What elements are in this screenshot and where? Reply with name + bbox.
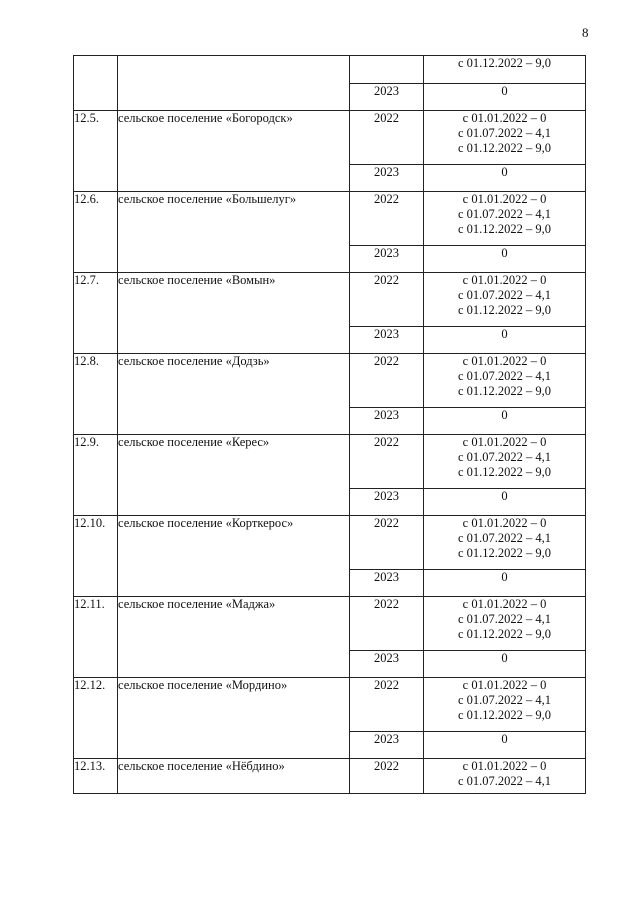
row-number-cell: 12.8.: [74, 354, 118, 435]
year-cell: 2023: [350, 246, 424, 273]
value-line: с 01.12.2022 – 9,0: [457, 384, 552, 398]
value-cell: [424, 759, 586, 794]
table-row: [74, 597, 586, 651]
value-line: с 01.12.2022 – 9,0: [457, 303, 552, 317]
settlement-name-cell: сельское поселение «Богородск»: [118, 111, 350, 192]
value-line: с 01.01.2022 – 0: [462, 111, 547, 125]
value-line: с 01.07.2022 – 4,1: [457, 207, 552, 221]
value-line: с 01.07.2022 – 4,1: [457, 126, 552, 140]
row-number-cell: 12.12.: [74, 678, 118, 759]
table-row: [74, 516, 586, 570]
row-number-cell: [74, 56, 118, 111]
settlement-name-cell: сельское поселение «Мордино»: [118, 678, 350, 759]
row-number-cell: 12.11.: [74, 597, 118, 678]
value-cell: [424, 111, 586, 165]
row-number-cell: 12.7.: [74, 273, 118, 354]
value-line: с 01.07.2022 – 4,1: [457, 369, 552, 383]
value-cell: 0: [424, 327, 586, 354]
settlement-name-cell: сельское поселение «Нёбдино»: [118, 759, 350, 794]
value-line: с 01.07.2022 – 4,1: [457, 693, 552, 707]
value-line: с 01.01.2022 – 0: [462, 597, 547, 611]
value-line: с 01.12.2022 – 9,0: [457, 627, 552, 641]
year-cell: 2023: [350, 408, 424, 435]
value-cell: 0: [424, 651, 586, 678]
value-line: с 01.07.2022 – 4,1: [457, 774, 552, 788]
settlement-name-cell: сельское поселение «Керес»: [118, 435, 350, 516]
table-row: [74, 354, 586, 408]
value-cell: 0: [424, 489, 586, 516]
row-number-cell: 12.10.: [74, 516, 118, 597]
value-line: с 01.01.2022 – 0: [462, 273, 547, 287]
settlement-name-cell: сельское поселение «Маджа»: [118, 597, 350, 678]
value-line: с 01.07.2022 – 4,1: [457, 612, 552, 626]
year-cell: 2022: [350, 111, 424, 165]
table-row: [74, 273, 586, 327]
value-cell: 0: [424, 246, 586, 273]
value-cell: [424, 597, 586, 651]
value-line: с 01.07.2022 – 4,1: [457, 288, 552, 302]
year-cell: 2022: [350, 192, 424, 246]
value-cell: [424, 516, 586, 570]
table-row: [74, 759, 586, 794]
value-cell: 0: [424, 408, 586, 435]
value-line: с 01.07.2022 – 4,1: [457, 531, 552, 545]
value-line: с 01.01.2022 – 0: [462, 678, 547, 692]
year-cell: 2023: [350, 165, 424, 192]
year-cell: [350, 56, 424, 84]
year-cell: 2022: [350, 597, 424, 651]
value-line: с 01.12.2022 – 9,0: [457, 708, 552, 722]
settlement-name-cell: [118, 56, 350, 111]
value-cell: [424, 678, 586, 732]
value-line: с 01.01.2022 – 0: [462, 516, 547, 530]
tariff-table: [73, 55, 586, 794]
value-line: с 01.01.2022 – 0: [462, 759, 547, 773]
value-line: с 01.07.2022 – 4,1: [457, 450, 552, 464]
settlement-name-cell: сельское поселение «Большелуг»: [118, 192, 350, 273]
table-row: [74, 111, 586, 165]
year-cell: 2022: [350, 678, 424, 732]
value-line: с 01.12.2022 – 9,0: [457, 141, 552, 155]
year-cell: 2023: [350, 651, 424, 678]
value-line: 0: [501, 84, 508, 98]
value-cell: 0: [424, 732, 586, 759]
year-cell: 2022: [350, 516, 424, 570]
year-cell: 2023: [350, 489, 424, 516]
value-cell: [424, 192, 586, 246]
row-number-cell: 12.9.: [74, 435, 118, 516]
table-row: [74, 435, 586, 489]
row-number-cell: 12.6.: [74, 192, 118, 273]
settlement-name-cell: сельское поселение «Корткерос»: [118, 516, 350, 597]
table-row: [74, 678, 586, 732]
year-cell: 2023: [350, 327, 424, 354]
value-cell: [424, 354, 586, 408]
value-line: с 01.12.2022 – 9,0: [457, 222, 552, 236]
year-cell: 2022: [350, 354, 424, 408]
value-line: с 01.01.2022 – 0: [462, 192, 547, 206]
value-cell: 0: [424, 570, 586, 597]
year-cell: 2023: [350, 570, 424, 597]
value-line: с 01.01.2022 – 0: [462, 435, 547, 449]
row-number-cell: 12.13.: [74, 759, 118, 794]
value-line: с 01.12.2022 – 9,0: [457, 546, 552, 560]
value-cell: 0: [424, 165, 586, 192]
year-cell: 2023: [350, 732, 424, 759]
year-cell: 2022: [350, 273, 424, 327]
value-cell: [424, 84, 586, 111]
year-cell: 2022: [350, 435, 424, 489]
year-cell: 2023: [350, 84, 424, 111]
page-number: 8: [582, 25, 589, 40]
value-cell: [424, 273, 586, 327]
value-cell: [424, 56, 586, 84]
value-line: с 01.01.2022 – 0: [462, 354, 547, 368]
value-cell: [424, 435, 586, 489]
value-line: с 01.12.2022 – 9,0: [457, 465, 552, 479]
settlement-name-cell: сельское поселение «Додзь»: [118, 354, 350, 435]
row-number-cell: 12.5.: [74, 111, 118, 192]
table-row: [74, 192, 586, 246]
year-cell: 2022: [350, 759, 424, 794]
settlement-name-cell: сельское поселение «Вомын»: [118, 273, 350, 354]
value-line: с 01.12.2022 – 9,0: [457, 56, 552, 70]
